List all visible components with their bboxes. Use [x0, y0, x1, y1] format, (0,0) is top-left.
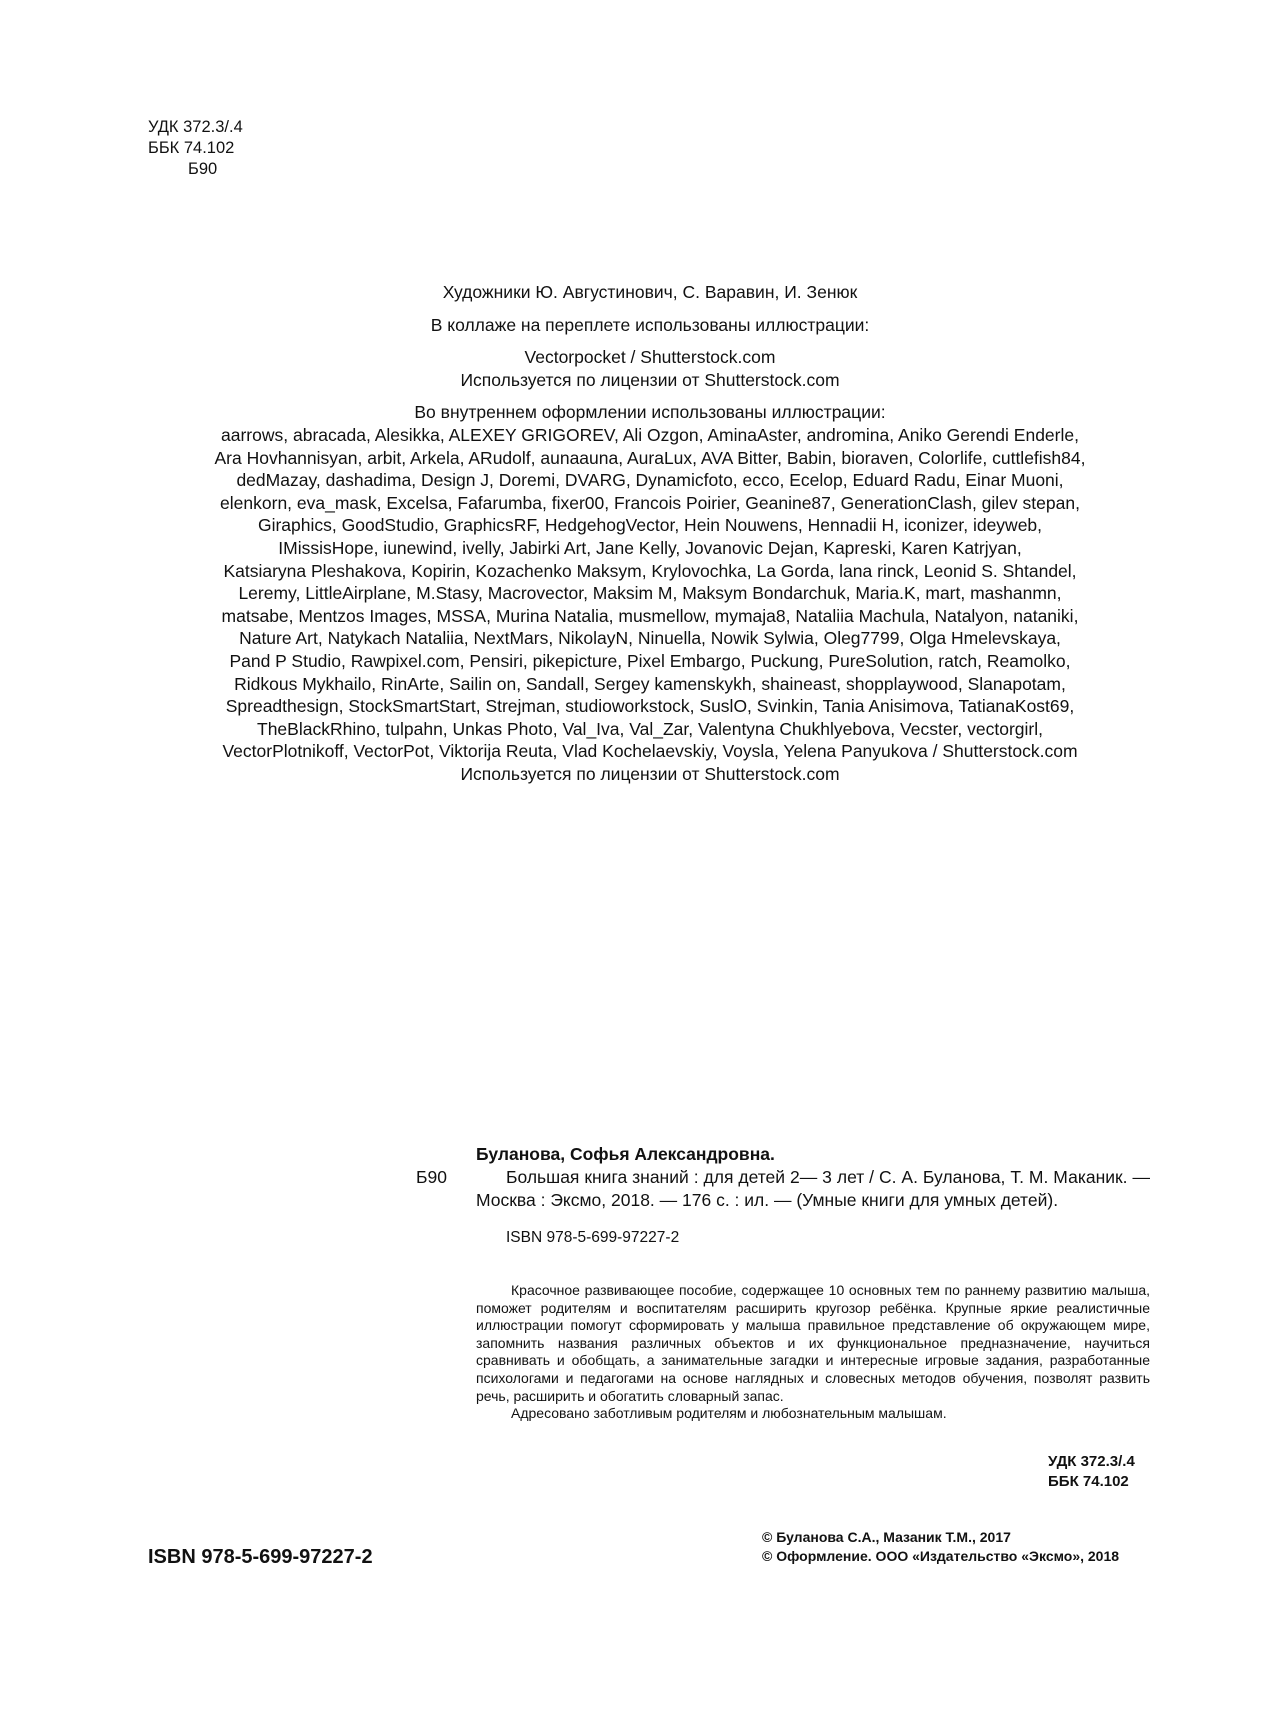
inner-credit-line: Nature Art, Natykach Nataliia, NextMars, NikolayN, Ninuella, Nowik Sylwia, Oleg7799, Olga Hmelevskaya,: [239, 628, 1061, 649]
annotation-audience: Адресовано заботливым родителям и любознательным малышам.: [511, 1405, 947, 1422]
inner-license: Используется по лицензии от Shutterstock.com: [460, 763, 840, 784]
inner-credit-line: Katsiaryna Pleshakova, Kopirin, Kozachenko Maksym, Krylovochka, La Gorda, lana rinck, Leonid S. Shtandel,: [223, 560, 1077, 581]
inner-credit-line: dedMazay, dashadima, Design J, Doremi, DVARG, Dynamicfoto, ecco, Ecelop, Eduard Radu, Einar Muoni,: [236, 470, 1064, 491]
annotation-text: Красочное развивающее пособие, содержащее 10 основных тем по раннему развитию малыша, поможет родителям и воспитателям расширить кругозор ребёнка. Крупные яркие реалистичные иллюстрации помогут сформировать у малыша правильное представление об окружающем мире, запомнить названия различных объектов и их функциональное предназначение, научиться сравнивать и обобщать, а занимательные загадки и интересные игровые задания, разработанные психологами и педагогами на основе наглядных и словесных методов обучения, позволят развить речь, расширить и обогатить словарный запас.: [476, 1282, 1150, 1404]
inner-title: Во внутреннем оформлении использованы иллюстрации:: [414, 402, 886, 423]
illustration-credits: [150, 281, 1150, 785]
footer-isbn: ISBN 978-5-699-97227-2: [148, 1546, 373, 1568]
record-udk: УДК 372.3/.4: [1048, 1453, 1135, 1470]
udk-code: УДК 372.3/.4: [148, 118, 243, 136]
annotation: [476, 1282, 1150, 1423]
inner-credit-line: Leremy, LittleAirplane, M.Stasy, Macrovector, Maksim M, Maksym Bondarchuk, Maria.K, mart, mashanmn,: [238, 583, 1062, 604]
record-author: Буланова, Софья Александровна.: [476, 1144, 775, 1164]
top-classification-codes: [148, 117, 243, 180]
inner-credit-line: matsabe, Mentzos Images, MSSA, Murina Natalia, musmellow, mymaja8, Nataliia Machula, Natalyon, nataniki,: [221, 605, 1079, 626]
inner-credit-line: TheBlackRhino, tulpahn, Unkas Photo, Val_Iva, Val_Zar, Valentyna Chukhlyebova, Vecster, vectorgirl,: [257, 718, 1043, 739]
inner-credit-line: Spreadthesign, StockSmartStart, Strejman, studioworkstock, SuslO, Svinkin, Tania Anisimova, TatianaKost69,: [225, 696, 1075, 717]
copyright-authors: © Буланова С.А., Мазаник Т.М., 2017: [762, 1529, 1011, 1545]
copyright-block: [762, 1528, 1119, 1566]
collage-source: Vectorpocket / Shutterstock.com: [524, 347, 776, 368]
record-bbk: ББК 74.102: [1048, 1473, 1129, 1490]
inner-credit-line: Pand P Studio, Rawpixel.com, Pensiri, pikepicture, Pixel Embargo, Puckung, PureSolution, ratch, Reamolko,: [229, 650, 1071, 671]
record-author-mark: Б90: [416, 1167, 447, 1187]
collage-title: В коллаже на переплете использованы иллюстрации:: [430, 314, 870, 335]
collage-credit-block: [150, 346, 1150, 391]
inner-credit-line: elenkorn, eva_mask, Excelsa, Fafarumba, fixer00, Francois Poirier, Geanine87, GenerationClash, gilev stepan,: [220, 492, 1080, 513]
inner-credit-line: Giraphics, GoodStudio, GraphicsRF, HedgehogVector, Hein Nouwens, Hennadii H, iconizer, ideyweb,: [257, 515, 1043, 536]
record-classification-codes: [1048, 1452, 1135, 1492]
bbk-code: ББК 74.102: [148, 139, 235, 157]
copyright-design: © Оформление. ООО «Издательство «Эксмо», 2018: [762, 1548, 1120, 1564]
inner-credit-line: Ridkous Mykhailo, RinArte, Sailin on, Sandall, Sergey kamenskykh, shaineast, shopplaywood, Slanapotam,: [234, 673, 1066, 694]
record-isbn: ISBN 978-5-699-97227-2: [506, 1229, 680, 1246]
inner-credit-line: VectorPlotnikoff, VectorPot, Viktorija Reuta, Vlad Kochelaevskiy, Voysla, Yelena Panyukova / Shutterstock.com: [222, 741, 1078, 762]
inner-credit-line: aarrows, abracada, Alesikka, ALEXEY GRIGOREV, Ali Ozgon, AminaAster, andromina, Aniko Gerendi Enderle,: [221, 424, 1079, 445]
artists-line: Художники Ю. Августинович, С. Варавин, И. Зенюк: [442, 282, 858, 302]
collage-license: Используется по лицензии от Shutterstock.com: [460, 369, 840, 390]
inner-credit-line: IMissisHope, iunewind, ivelly, Jabirki Art, Jane Kelly, Jovanovic Dejan, Kapreski, Karen Katrjyan,: [278, 537, 1022, 558]
record-description: Большая книга знаний : для детей 2— 3 лет / С. А. Буланова, Т. М. Маканик. — Москва : Эксмо, 2018. — 176 с. : ил. — (Умные книги для умных детей).: [476, 1167, 1150, 1210]
author-mark: Б90: [188, 160, 218, 178]
inner-credit-line: Ara Hovhannisyan, arbit, Arkela, ARudolf, aunaauna, AuraLux, AVA Bitter, Babin, bioraven, Colorlife, cuttlefish84,: [214, 447, 1086, 468]
bibliographic-record: [416, 1143, 1150, 1249]
